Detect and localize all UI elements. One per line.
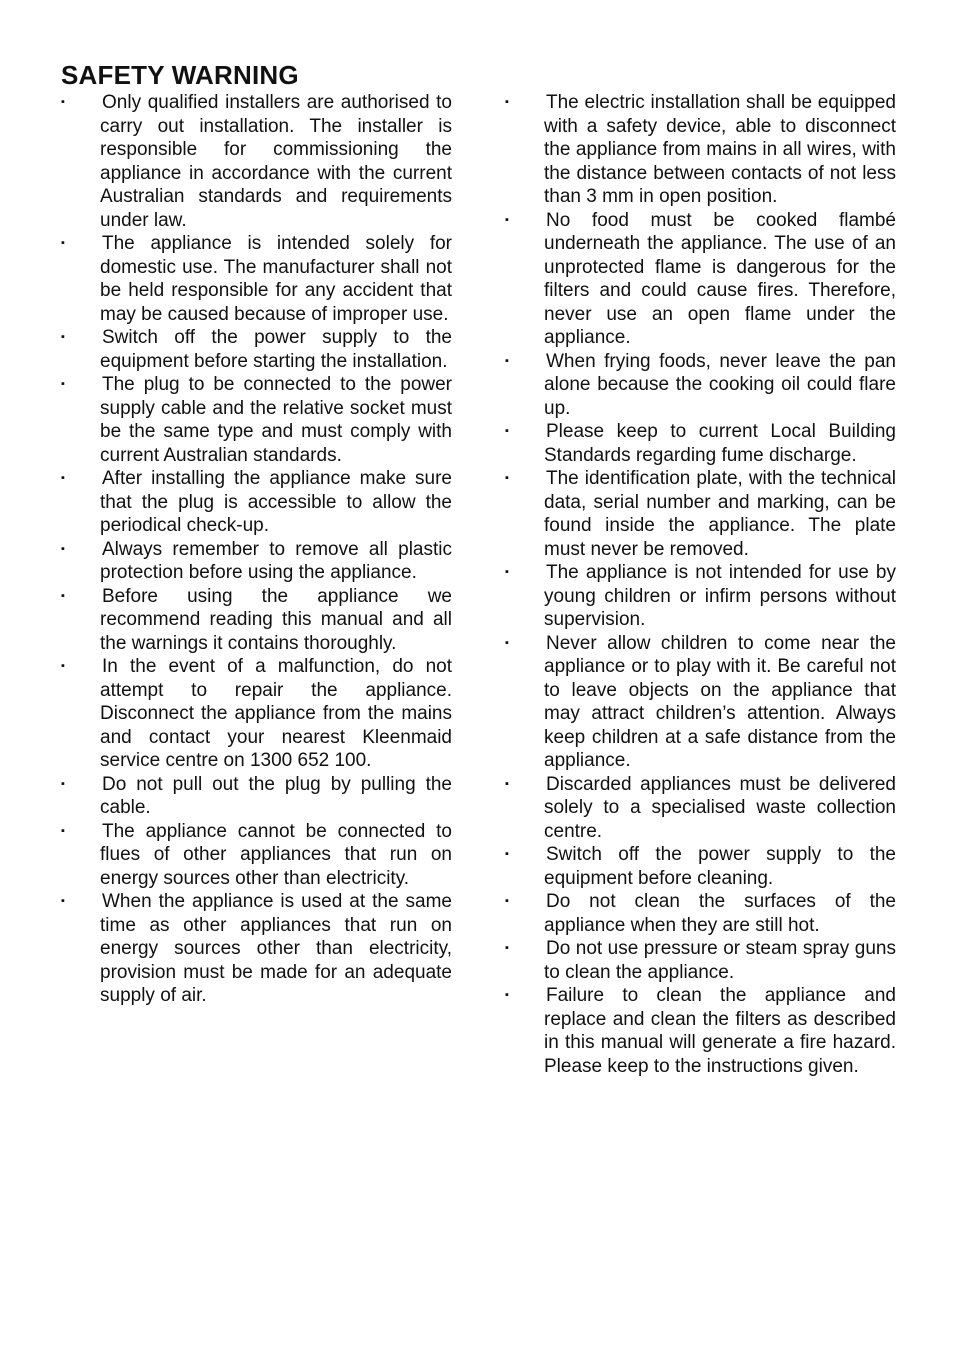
warning-item xyxy=(61,773,452,820)
warning-text: The identification plate, with the technical data, serial number and marking, can be found inside the appliance. The plate must never be removed. xyxy=(544,468,896,560)
warning-item xyxy=(505,632,896,773)
warning-item xyxy=(505,209,896,350)
warning-text: In the event of a malfunction, do not attempt to repair the appliance. Disconnect the appliance from the mains and contact your nearest Kleenmaid service centre on 1300 652 100. xyxy=(100,656,452,771)
warning-text: Switch off the power supply to the equipment before starting the installation. xyxy=(100,327,452,372)
bullet-icon: ▪ xyxy=(505,777,509,790)
warning-text: The plug to be connected to the power supply cable and the relative socket must be the same type and must comply with current Australian standards. xyxy=(100,374,452,466)
bullet-icon: ▪ xyxy=(61,660,65,672)
warning-item xyxy=(61,373,452,467)
warning-text: Please keep to current Local Building Standards regarding fume discharge. xyxy=(544,421,896,466)
bullet-icon: ▪ xyxy=(61,895,65,907)
warning-item xyxy=(505,773,896,844)
bullet-icon: ▪ xyxy=(61,777,65,790)
bullet-icon: ▪ xyxy=(505,425,509,437)
warning-item xyxy=(61,467,452,538)
bullet-icon: ▪ xyxy=(505,989,509,1001)
bullet-icon: ▪ xyxy=(61,589,65,602)
warning-item xyxy=(61,91,452,232)
page-title: SAFETY WARNING xyxy=(61,60,299,90)
bullet-icon: ▪ xyxy=(505,96,509,108)
warning-text: Never allow children to come near the appliance or to play with it. Be careful not to leave objects on the appliance that may attract children’s attention. Always keep children at a safe distance from the appliance. xyxy=(544,632,896,771)
warning-text: Switch off the power supply to the equipment before cleaning. xyxy=(544,844,896,889)
warning-item xyxy=(61,326,452,373)
left-warning-list xyxy=(61,91,452,1008)
warning-item xyxy=(505,91,896,209)
warning-item xyxy=(61,890,452,1008)
bullet-icon: ▪ xyxy=(505,566,509,578)
right-column xyxy=(505,91,896,1078)
warning-text: The appliance is not intended for use by young children or infirm persons without supervision. xyxy=(544,562,896,630)
bullet-icon: ▪ xyxy=(505,848,509,860)
warning-text: When the appliance is used at the same time as other appliances that run on energy sources other than electricity, provision must be made for an adequate supply of air. xyxy=(100,891,452,1006)
bullet-icon: ▪ xyxy=(505,636,509,649)
warning-text: Do not use pressure or steam spray guns to clean the appliance. xyxy=(544,938,896,983)
warning-text: Do not clean the surfaces of the appliance when they are still hot. xyxy=(544,891,896,936)
bullet-icon: ▪ xyxy=(505,213,509,226)
bullet-icon: ▪ xyxy=(61,331,65,343)
warning-item xyxy=(61,232,452,326)
bullet-icon: ▪ xyxy=(61,237,65,249)
warning-text: When frying foods, never leave the pan alone because the cooking oil could flare up. xyxy=(544,350,896,419)
warning-text: Discarded appliances must be delivered solely to a specialised waste collection centre. xyxy=(544,773,896,842)
warning-text: Failure to clean the appliance and replace and clean the filters as described in this manual will generate a fire hazard. Please keep to the instructions given. xyxy=(544,985,896,1077)
warning-item xyxy=(61,538,452,585)
warning-item xyxy=(61,585,452,656)
bullet-icon: ▪ xyxy=(505,472,509,484)
warning-text: Only qualified installers are authorised to carry out installation. The installer is responsible for commissioning the appliance in accordance with the current Australian standards and requirements under law. xyxy=(100,92,452,231)
bullet-icon: ▪ xyxy=(61,824,65,837)
warning-text: Always remember to remove all plastic protection before using the appliance. xyxy=(100,538,452,583)
bullet-icon: ▪ xyxy=(505,895,509,907)
bullet-icon: ▪ xyxy=(505,354,509,367)
right-warning-list xyxy=(505,91,896,1078)
warning-item xyxy=(505,890,896,937)
warning-item xyxy=(505,937,896,984)
warning-item xyxy=(61,820,452,891)
warning-item xyxy=(61,655,452,773)
bullet-icon: ▪ xyxy=(61,472,65,484)
warning-item xyxy=(505,561,896,632)
warning-item xyxy=(505,350,896,421)
warning-item xyxy=(505,984,896,1078)
warning-item xyxy=(505,843,896,890)
warning-text: The appliance is intended solely for domestic use. The manufacturer shall not be held responsible for any accident that may be caused because of improper use. xyxy=(100,233,452,325)
warning-item xyxy=(505,420,896,467)
warning-text: The electric installation shall be equipped with a safety device, able to disconnect the appliance from mains in all wires, with the distance between contacts of not less than 3 mm in open position. xyxy=(544,92,896,207)
bullet-icon: ▪ xyxy=(61,542,65,555)
bullet-icon: ▪ xyxy=(505,942,509,954)
warning-text: After installing the appliance make sure that the plug is accessible to allow the periodical check-up. xyxy=(100,468,452,536)
bullet-icon: ▪ xyxy=(61,96,65,108)
left-column xyxy=(61,91,452,1008)
warning-text: The appliance cannot be connected to flues of other appliances that run on energy sources other than electricity. xyxy=(100,820,452,889)
warning-text: No food must be cooked flambé underneath the appliance. The use of an unprotected flame is dangerous for the filters and could cause fires. Therefore, never use an open flame under the appliance. xyxy=(544,209,896,348)
bullet-icon: ▪ xyxy=(61,378,65,390)
warning-text: Before using the appliance we recommend reading this manual and all the warnings it contains thoroughly. xyxy=(100,585,452,654)
warning-text: Do not pull out the plug by pulling the cable. xyxy=(100,773,452,818)
warning-item xyxy=(505,467,896,561)
